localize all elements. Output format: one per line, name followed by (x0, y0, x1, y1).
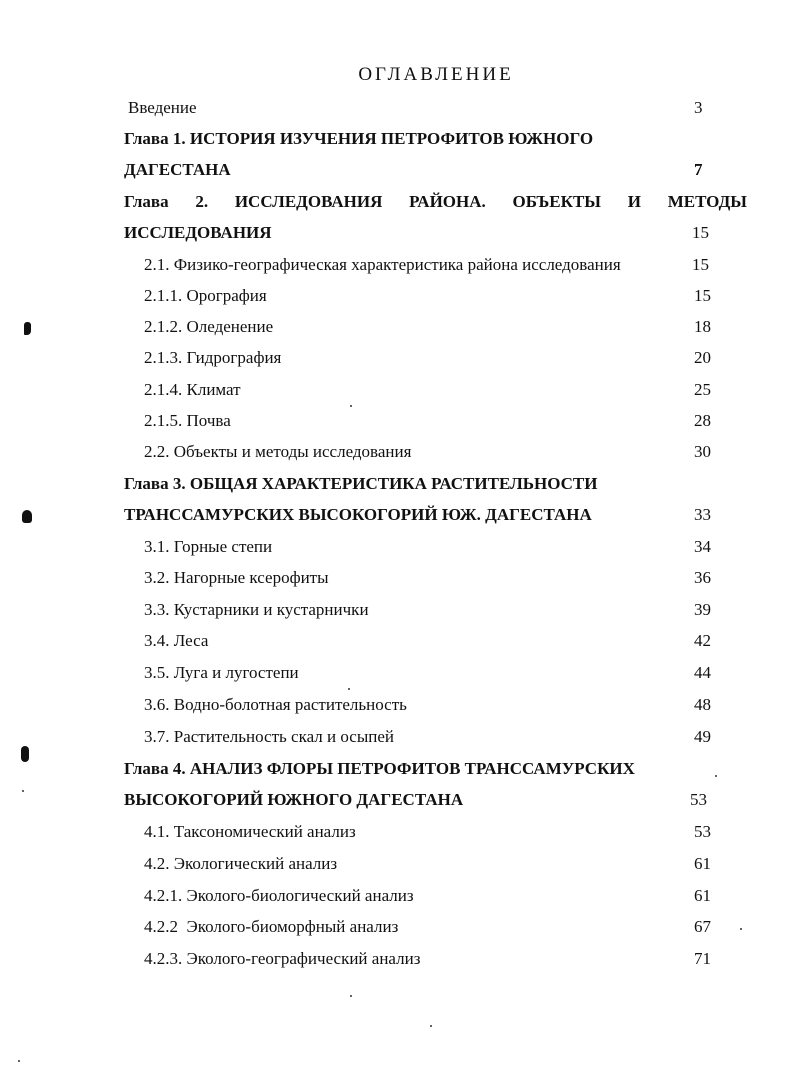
chapter-1-title-line2: ДАГЕСТАНА (124, 160, 231, 179)
chapter-3-title-line2: ТРАНССАМУРСКИХ ВЫСОКОГОРИЙ ЮЖ. ДАГЕСТАНА (124, 505, 592, 524)
toc-item-page: 36 (694, 568, 711, 587)
intro-label: Введение (128, 98, 197, 117)
toc-item: 3.5. Луга и лугостепи (144, 663, 299, 682)
ch2-word: Глава (124, 192, 169, 211)
chapter-4-page: 53 (690, 790, 707, 809)
toc-item: 2.1.4. Климат (144, 380, 241, 399)
chapter-2-page: 15 (692, 223, 709, 242)
toc-item: 3.7. Растительность скал и осыпей (144, 727, 394, 746)
chapter-3-page: 33 (694, 505, 711, 524)
toc-item-page: 71 (694, 949, 711, 968)
toc-item: 3.4. Леса (144, 631, 209, 650)
scan-artifact-speck (350, 405, 352, 407)
toc-item: 2.1.3. Гидрография (144, 348, 282, 367)
ch2-word: РАЙОНА. (409, 192, 486, 211)
scan-artifact-mark (21, 746, 29, 762)
ch2-word: МЕТОДЫ (667, 192, 747, 211)
chapter-3-title-line1: Глава 3. ОБЩАЯ ХАРАКТЕРИСТИКА РАСТИТЕЛЬНОСТИ (124, 474, 598, 493)
ch2-word: ИССЛЕДОВАНИЯ (234, 192, 383, 211)
chapter-4-title-line1: Глава 4. АНАЛИЗ ФЛОРЫ ПЕТРОФИТОВ ТРАНССАМУРСКИХ (124, 759, 635, 778)
scan-artifact-speck (22, 790, 24, 792)
chapter-2-title-line1 (124, 191, 747, 213)
toc-item: 4.2.3. Эколого-географический анализ (144, 949, 421, 968)
scan-artifact-speck (348, 688, 350, 690)
toc-item-page: 39 (694, 600, 711, 619)
scan-artifact-speck (430, 1025, 432, 1027)
toc-item: 4.1. Таксономический анализ (144, 822, 356, 841)
toc-item-page: 30 (694, 442, 711, 461)
scan-artifact-speck (18, 1060, 20, 1062)
toc-item: 2.1.5. Почва (144, 411, 231, 430)
toc-item-page: 28 (694, 411, 711, 430)
scan-artifact-mark (24, 322, 31, 335)
ch2-word: ОБЪЕКТЫ (512, 192, 602, 211)
toc-item: 4.2.1. Эколого-биологический анализ (144, 886, 414, 905)
chapter-1-page: 7 (694, 160, 703, 179)
toc-item-page: 15 (692, 255, 709, 274)
page-title: ОГЛАВЛЕНИЕ (358, 64, 514, 85)
scan-artifact-speck (350, 995, 352, 997)
toc-item: 3.6. Водно-болотная растительность (144, 695, 407, 714)
chapter-4-title-line2: ВЫСОКОГОРИЙ ЮЖНОГО ДАГЕСТАНА (124, 790, 464, 809)
toc-item-page: 67 (694, 917, 711, 936)
toc-item-page: 34 (694, 537, 711, 556)
toc-item-page: 61 (694, 854, 711, 873)
toc-item: 2.2. Объекты и методы исследования (144, 442, 412, 461)
chapter-2-title-line2: ИССЛЕДОВАНИЯ (124, 223, 272, 242)
toc-item: 4.2.2 Эколого-биоморфный анализ (144, 917, 399, 936)
toc-item: 4.2. Экологический анализ (144, 854, 338, 873)
toc-item: 2.1.2. Оледенение (144, 317, 274, 336)
toc-item-page: 48 (694, 695, 711, 714)
toc-item-page: 15 (694, 286, 711, 305)
toc-item: 3.2. Нагорные ксерофиты (144, 568, 329, 587)
toc-item-page: 42 (694, 631, 711, 650)
scan-artifact-mark (22, 510, 32, 523)
chapter-1-title-line1: Глава 1. ИСТОРИЯ ИЗУЧЕНИЯ ПЕТРОФИТОВ ЮЖНОГО (124, 129, 594, 148)
scan-artifact-speck (715, 775, 717, 777)
ch2-word: И (627, 192, 641, 211)
toc-item: 3.3. Кустарники и кустарнички (144, 600, 369, 619)
toc-item-page: 44 (694, 663, 711, 682)
toc-item: 3.1. Горные степи (144, 537, 273, 556)
toc-item: 2.1.1. Орография (144, 286, 267, 305)
scan-artifact-speck (740, 928, 742, 930)
toc-item-page: 20 (694, 348, 711, 367)
intro-page: 3 (694, 98, 703, 117)
toc-item: 2.1. Физико-географическая характеристика района исследования (144, 255, 621, 274)
toc-item-page: 49 (694, 727, 711, 746)
toc-item-page: 25 (694, 380, 711, 399)
toc-item-page: 61 (694, 886, 711, 905)
ch2-word: 2. (195, 192, 209, 211)
toc-item-page: 53 (694, 822, 711, 841)
toc-item-page: 18 (694, 317, 711, 336)
